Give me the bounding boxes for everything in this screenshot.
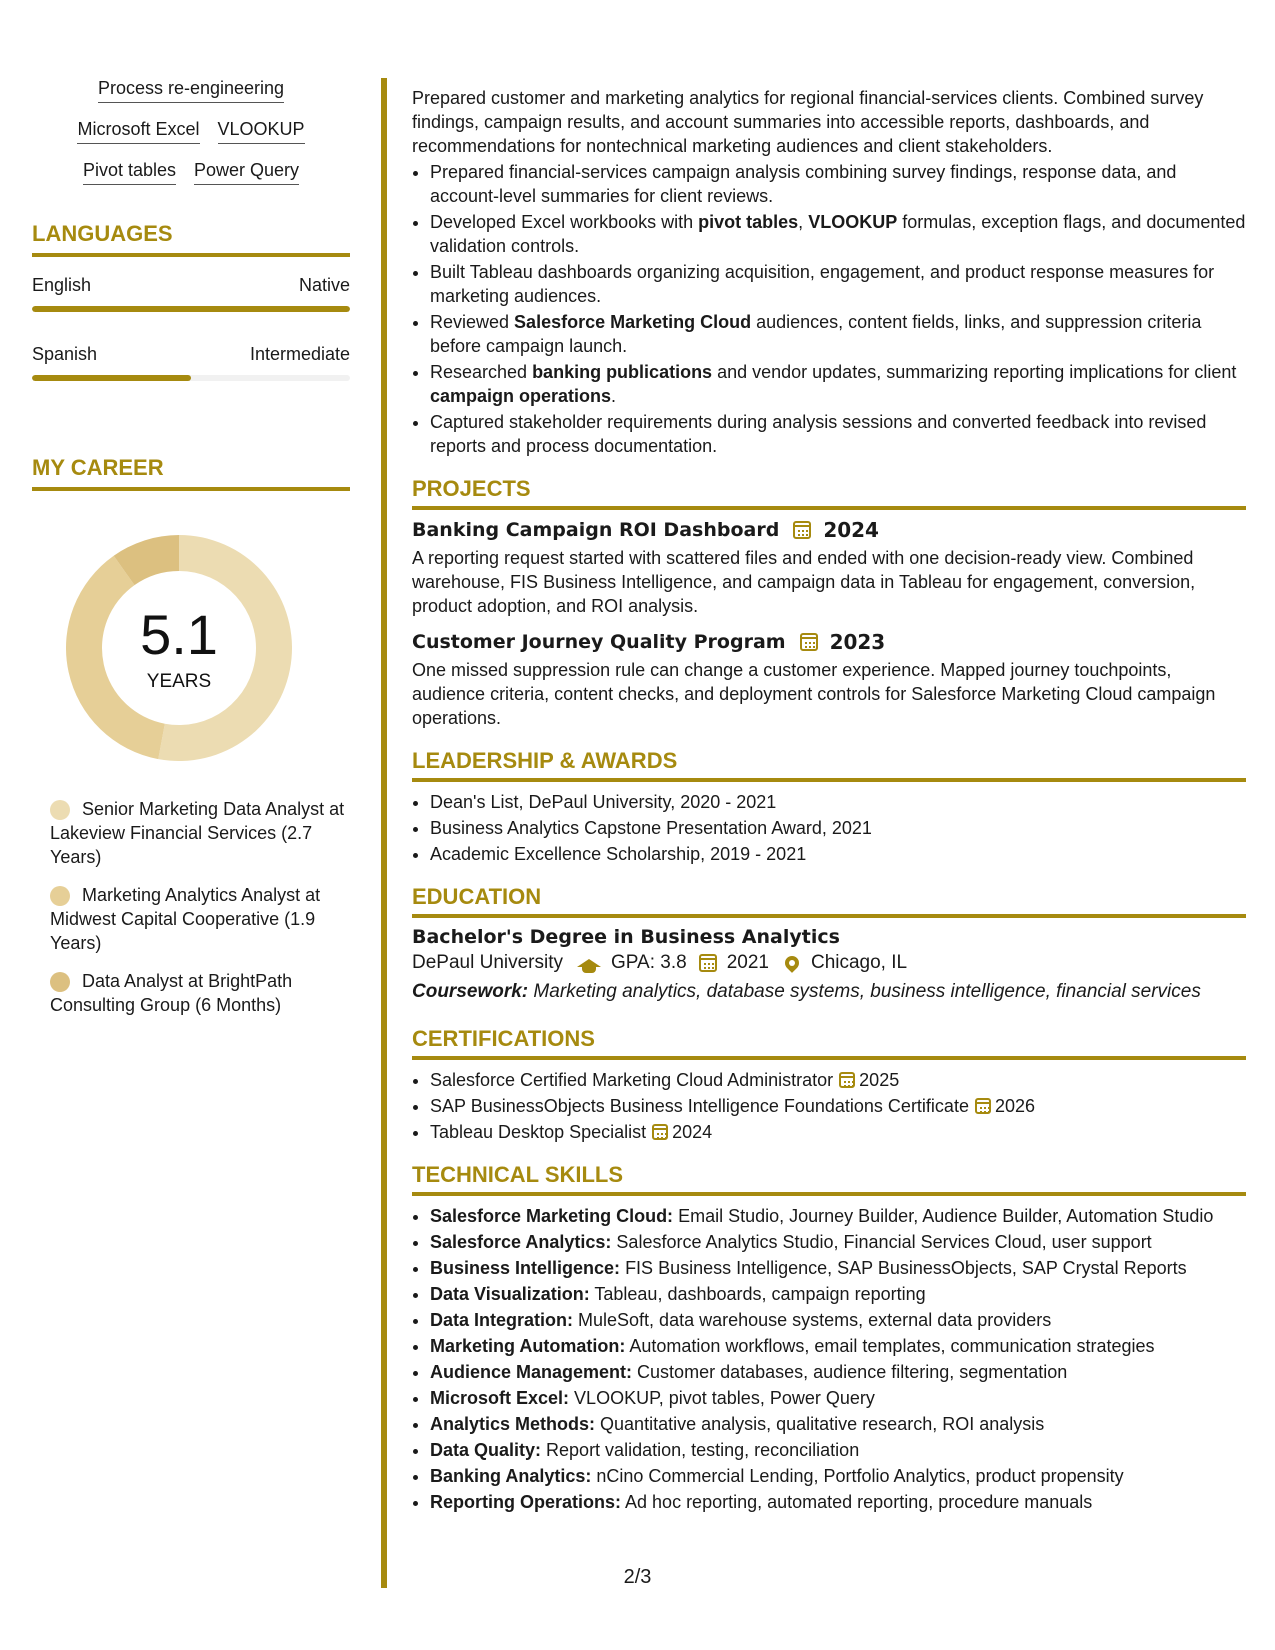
calendar-icon — [652, 1124, 668, 1140]
education-details — [412, 952, 1246, 974]
career-item-text: Data Analyst at BrightPath Consulting Group (6 Months) — [50, 971, 293, 1015]
degree-title: Bachelor's Degree in Business Analytics — [412, 926, 840, 948]
skill-value: Automation workflows, email templates, communication strategies — [625, 1336, 1155, 1356]
career-donut — [66, 535, 292, 761]
skill-item — [430, 1438, 1246, 1462]
projects-heading: PROJECTS — [412, 476, 1246, 510]
skill-tag: VLOOKUP — [218, 119, 305, 144]
skill-label: Salesforce Marketing Cloud: — [430, 1206, 674, 1226]
bullet-text: Researched — [430, 362, 533, 382]
bullet-text: . — [611, 386, 617, 406]
project-title: Banking Campaign ROI Dashboard — [412, 519, 780, 541]
skill-item — [430, 1386, 1246, 1410]
project-description: A reporting request started with scattered files and ended with one decision-ready view. Combined warehouse, FIS Business Intelligence, and campaign data in Tableau for engagement, conversion, product adoption, and ROI analysis. — [412, 548, 1196, 616]
skill-tag: Microsoft Excel — [77, 119, 199, 144]
skill-label: Marketing Automation: — [430, 1336, 626, 1356]
bullet-text: Captured stakeholder requirements during analysis sessions and converted feedback into revised reports and process documentation. — [430, 412, 1207, 456]
experience-bullet — [430, 260, 1246, 308]
project-title-row — [412, 518, 1246, 542]
skill-label: Reporting Operations: — [430, 1492, 622, 1512]
certification-year: 2025 — [859, 1070, 900, 1090]
skill-tag-row — [32, 160, 350, 185]
project-title-row — [412, 630, 1246, 654]
coursework-label: Coursework: — [412, 981, 529, 1002]
certification-item — [430, 1094, 1246, 1118]
skill-value: MuleSoft, data warehouse systems, external data providers — [573, 1310, 1052, 1330]
calendar-icon — [793, 521, 811, 539]
skill-label: Data Visualization: — [430, 1284, 590, 1304]
career-dot-icon — [50, 886, 70, 906]
bullet-text: formulas, exception flags, and documented validation controls. — [430, 212, 1246, 256]
skill-label: Salesforce Analytics: — [430, 1232, 612, 1252]
certification-item — [430, 1068, 1246, 1092]
education-location: Chicago, IL — [810, 952, 908, 973]
bold-text: pivot tables — [698, 212, 799, 232]
bullet-text: Prepared financial-services campaign analysis combining survey findings, response data, and account-level summaries for client reviews. — [430, 162, 1177, 206]
bullet-text: Built Tableau dashboards organizing acquisition, engagement, and product response measures for marketing audiences. — [430, 262, 1215, 306]
skill-value: Ad hoc reporting, automated reporting, procedure manuals — [621, 1492, 1093, 1512]
bullet-text: and vendor updates, summarizing reporting implications for client — [712, 362, 1237, 382]
skill-label: Banking Analytics: — [430, 1466, 592, 1486]
skill-tag: Pivot tables — [83, 160, 176, 185]
career-item — [50, 797, 350, 869]
language-row — [32, 275, 350, 296]
calendar-icon — [839, 1072, 855, 1088]
skill-label: Data Quality: — [430, 1440, 542, 1460]
project-year: 2023 — [829, 630, 886, 654]
skill-tag: Process re-engineering — [98, 78, 284, 103]
project-title: Customer Journey Quality Program — [412, 631, 786, 653]
project-year: 2024 — [823, 518, 879, 542]
career-list — [32, 797, 350, 1017]
skill-item — [430, 1230, 1246, 1254]
education-year: 2021 — [726, 952, 769, 973]
language-bar-fill — [32, 306, 350, 312]
language-bar — [32, 375, 350, 381]
language-name: Spanish — [32, 344, 98, 364]
skills-heading: TECHNICAL SKILLS — [412, 1162, 1246, 1196]
skill-tag: Power Query — [194, 160, 299, 185]
sidebar — [32, 78, 350, 1031]
language-name: English — [32, 275, 92, 295]
page-number: 2/3 — [623, 1566, 652, 1588]
certifications-heading: CERTIFICATIONS — [412, 1026, 1246, 1060]
leadership-item: • Dean's List, DePaul University, 2020 - 2021 — [430, 790, 1246, 814]
certification-name: Tableau Desktop Specialist — [430, 1122, 647, 1142]
bullet-text: , — [798, 212, 809, 232]
certification-name: Salesforce Certified Marketing Cloud Administrator — [430, 1070, 834, 1090]
career-heading: MY CAREER — [32, 455, 350, 491]
skill-value: Report validation, testing, reconciliation — [541, 1440, 860, 1460]
skill-tag-row — [32, 119, 350, 144]
language-bar-fill — [32, 375, 191, 381]
experience-bullet — [430, 410, 1246, 458]
certification-item — [430, 1120, 1246, 1144]
bullet-text: Reviewed — [430, 312, 515, 332]
school-name: DePaul University — [412, 952, 563, 973]
skill-label: Microsoft Excel: — [430, 1388, 570, 1408]
education-heading: EDUCATION — [412, 884, 1246, 918]
location-pin-icon — [782, 953, 802, 973]
skill-item — [430, 1334, 1246, 1358]
skill-item — [430, 1204, 1246, 1228]
skill-tags — [32, 78, 350, 185]
education-degree — [412, 926, 1246, 948]
column-divider — [381, 78, 387, 1588]
skill-item — [430, 1490, 1246, 1514]
coursework — [412, 980, 1246, 1004]
bold-text: banking publications — [532, 362, 713, 382]
career-item-text: Marketing Analytics Analyst at Midwest Capital Cooperative (1.9 Years) — [50, 885, 321, 953]
experience-summary: Prepared customer and marketing analytics for regional financial-services clients. Combined survey findings, campaign results, and account summaries into accessible reports, dashboards, and recommendations for nontechnical marketing audiences and client stakeholders. — [412, 88, 1204, 156]
career-item — [50, 883, 350, 955]
language-level: Intermediate — [249, 344, 350, 364]
projects-list — [412, 518, 1246, 730]
skill-item — [430, 1256, 1246, 1280]
skill-label: Audience Management: — [430, 1362, 633, 1382]
bold-text: VLOOKUP — [808, 212, 898, 232]
skill-value: nCino Commercial Lending, Portfolio Analytics, product propensity — [591, 1466, 1124, 1486]
skill-label: Analytics Methods: — [430, 1414, 596, 1434]
gpa: GPA: 3.8 — [611, 952, 687, 973]
language-bar — [32, 306, 350, 312]
leadership-heading: LEADERSHIP & AWARDS — [412, 748, 1246, 782]
skill-value: FIS Business Intelligence, SAP BusinessObjects, SAP Crystal Reports — [620, 1258, 1187, 1278]
leadership-item: • Business Analytics Capstone Presentation Award, 2021 — [430, 816, 1246, 840]
experience-bullet — [430, 360, 1246, 408]
calendar-icon — [975, 1098, 991, 1114]
skill-item — [430, 1412, 1246, 1436]
bullet-text: audiences, content fields, links, and suppression criteria before campaign launch. — [430, 312, 1202, 356]
skill-label: Business Intelligence: — [430, 1258, 621, 1278]
skills-list — [412, 1204, 1246, 1514]
skill-item — [430, 1308, 1246, 1332]
certification-name: SAP BusinessObjects Business Intelligence Foundations Certificate — [430, 1096, 969, 1116]
bold-text: Salesforce Marketing Cloud — [514, 312, 752, 332]
graduation-cap-icon — [577, 959, 601, 967]
bold-text: campaign operations — [430, 386, 612, 406]
skill-value: Tableau, dashboards, campaign reporting — [589, 1284, 926, 1304]
career-item-text: Senior Marketing Data Analyst at Lakeview Financial Services (2.7 Years) — [50, 799, 345, 867]
skill-value: Quantitative analysis, qualitative research, ROI analysis — [595, 1414, 1045, 1434]
bullet-text: Developed Excel workbooks with — [430, 212, 699, 232]
career-unit: YEARS — [146, 671, 212, 692]
experience-bullets — [412, 160, 1246, 458]
certifications-list — [412, 1068, 1246, 1144]
skill-value: Salesforce Analytics Studio, Financial Services Cloud, user support — [611, 1232, 1152, 1252]
coursework-text: Marketing analytics, database systems, business intelligence, financial services — [528, 981, 1201, 1002]
career-total: 5.1 — [140, 603, 218, 666]
language-item — [32, 275, 350, 312]
language-row — [32, 344, 350, 365]
skill-item — [430, 1282, 1246, 1306]
experience-bullet — [430, 160, 1246, 208]
career-dot-icon — [50, 800, 70, 820]
skill-item — [430, 1360, 1246, 1384]
skill-value: Email Studio, Journey Builder, Audience Builder, Automation Studio — [673, 1206, 1214, 1226]
experience-bullet — [430, 210, 1246, 258]
skill-label: Data Integration: — [430, 1310, 574, 1330]
main-content — [412, 86, 1246, 1516]
certification-year: 2026 — [994, 1096, 1036, 1116]
languages-list — [32, 275, 350, 381]
leadership-list — [412, 790, 1246, 866]
language-item — [32, 344, 350, 381]
leadership-item: • Academic Excellence Scholarship, 2019 - 2021 — [430, 842, 1246, 866]
certification-year: 2024 — [672, 1122, 713, 1142]
project-description: One missed suppression rule can change a customer experience. Mapped journey touchpoints, audience criteria, content checks, and deployment controls for Salesforce Marketing Cloud campaign operations. — [412, 660, 1216, 728]
skill-tag-row — [32, 78, 350, 103]
career-item — [50, 969, 350, 1017]
career-donut-center — [66, 535, 292, 761]
skill-value: VLOOKUP, pivot tables, Power Query — [569, 1388, 875, 1408]
skill-item — [430, 1464, 1246, 1488]
languages-heading: LANGUAGES — [32, 221, 350, 257]
experience-bullet — [430, 310, 1246, 358]
calendar-icon — [699, 954, 717, 972]
calendar-icon — [800, 633, 818, 651]
language-level: Native — [298, 275, 350, 295]
skill-value: Customer databases, audience filtering, segmentation — [632, 1362, 1068, 1382]
career-dot-icon — [50, 972, 70, 992]
